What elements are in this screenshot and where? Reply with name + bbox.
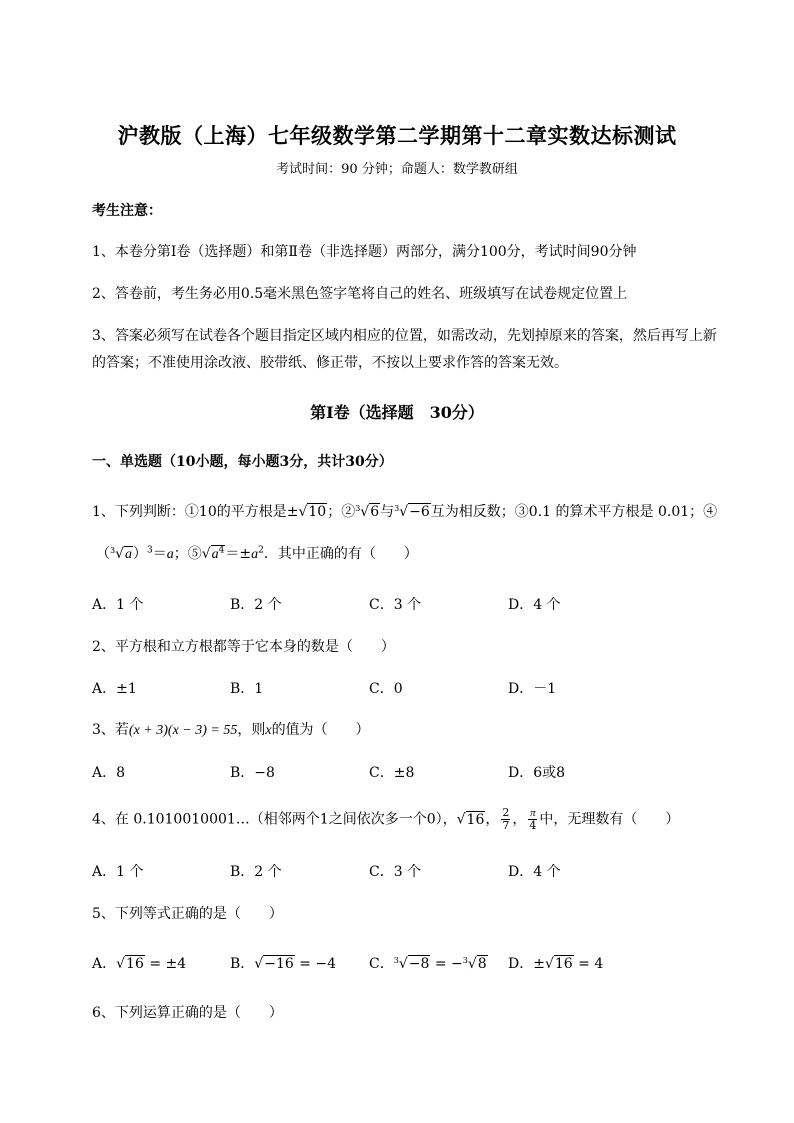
question-4-option-c: C．3 个: [369, 864, 422, 880]
question-1-option-d: D．4 个: [508, 597, 561, 613]
question-2-option-d: D．－1: [508, 681, 557, 697]
question-1-option-c: C．3 个: [369, 597, 422, 613]
question-4-stem: 4、在 0.1010010001…（相邻两个1之间依次多一个0），√16， $\frac{2}{7}$ ， $\frac{\pi}{4}$ 中，无理数有（ ）: [92, 806, 680, 832]
fraction-pi-4: $\frac{\pi}{4}$: [529, 807, 537, 832]
question-6-stem: 6、下列运算正确的是（ ）: [92, 1005, 283, 1021]
question-2-stem: 2、平方根和立方根都等于它本身的数是（ ）: [92, 639, 395, 655]
section-title: 第I卷（选择题 30分）: [310, 403, 484, 422]
notice-item-3-cont: 的答案；不准使用涂改液、胶带纸、修正带，不按以上要求作答的答案无效。: [92, 355, 568, 371]
question-2-option-c: C．0: [369, 681, 403, 697]
question-3-option-d: D．6或8: [508, 765, 566, 781]
question-1-option-b: B．2 个: [230, 597, 282, 613]
question-5-option-d: D．±√16 = 4: [508, 956, 604, 972]
question-3-option-c: C．±8: [369, 765, 415, 781]
exam-subtitle: 考试时间：90 分钟；命题人：数学教研组: [276, 162, 518, 177]
notice-item-1: 1、本卷分第I卷（选择题）和第Ⅱ卷（非选择题）两部分，满分100分，考试时间90分钟: [92, 244, 637, 260]
question-1-option-a: A．1 个: [92, 597, 144, 613]
question-3-stem: 3、若(x + 3)(x − 3) = 55，则x的值为（ ）: [92, 722, 370, 738]
question-1-line-1: 1、下列判断：①10的平方根是±√10；②$^3$√6与$^3$√−6互为相反数；③0.1 的算术平方根是 0.01；④: [92, 504, 718, 520]
question-5-stem: 5、下列等式正确的是（ ）: [92, 906, 283, 922]
question-3-option-b: B．−8: [230, 765, 275, 781]
question-4-option-b: B．2 个: [230, 864, 282, 880]
fraction-2-7: $\frac{2}{7}$: [502, 806, 510, 832]
notice-item-2: 2、答卷前，考生务必用0.5毫米黑色签字笔将自己的姓名、班级填写在试卷规定位置上: [92, 286, 628, 302]
question-2-option-a: A．±1: [92, 681, 137, 697]
question-4-option-d: D．4 个: [508, 864, 561, 880]
part-title: 一、单选题（10小题，每小题3分，共计30分）: [92, 454, 393, 470]
question-4-option-a: A．1 个: [92, 864, 144, 880]
question-5-option-c: C．$^3$√−8 = −$^3$√8: [369, 956, 487, 972]
question-2-option-b: B．1: [230, 681, 264, 697]
notice-heading: 考生注意：: [92, 203, 162, 219]
page-title: 沪教版（上海）七年级数学第二学期第十二章实数达标测试: [117, 123, 677, 148]
notice-item-3: 3、答案必须写在试卷各个题目指定区域内相应的位置，如需改动，先划掉原来的答案，然后再写上新: [92, 328, 717, 344]
question-3-option-a: A．8: [92, 765, 126, 781]
question-1-line-2: $(^3√a)^3=a$；$⑤√a^4=\pm a^2$．其中正确的有（ ）: [96, 545, 418, 562]
question-5-option-a: A．√16 = ±4: [92, 956, 187, 972]
question-5-option-b: B．√−16 = −4: [230, 956, 337, 972]
